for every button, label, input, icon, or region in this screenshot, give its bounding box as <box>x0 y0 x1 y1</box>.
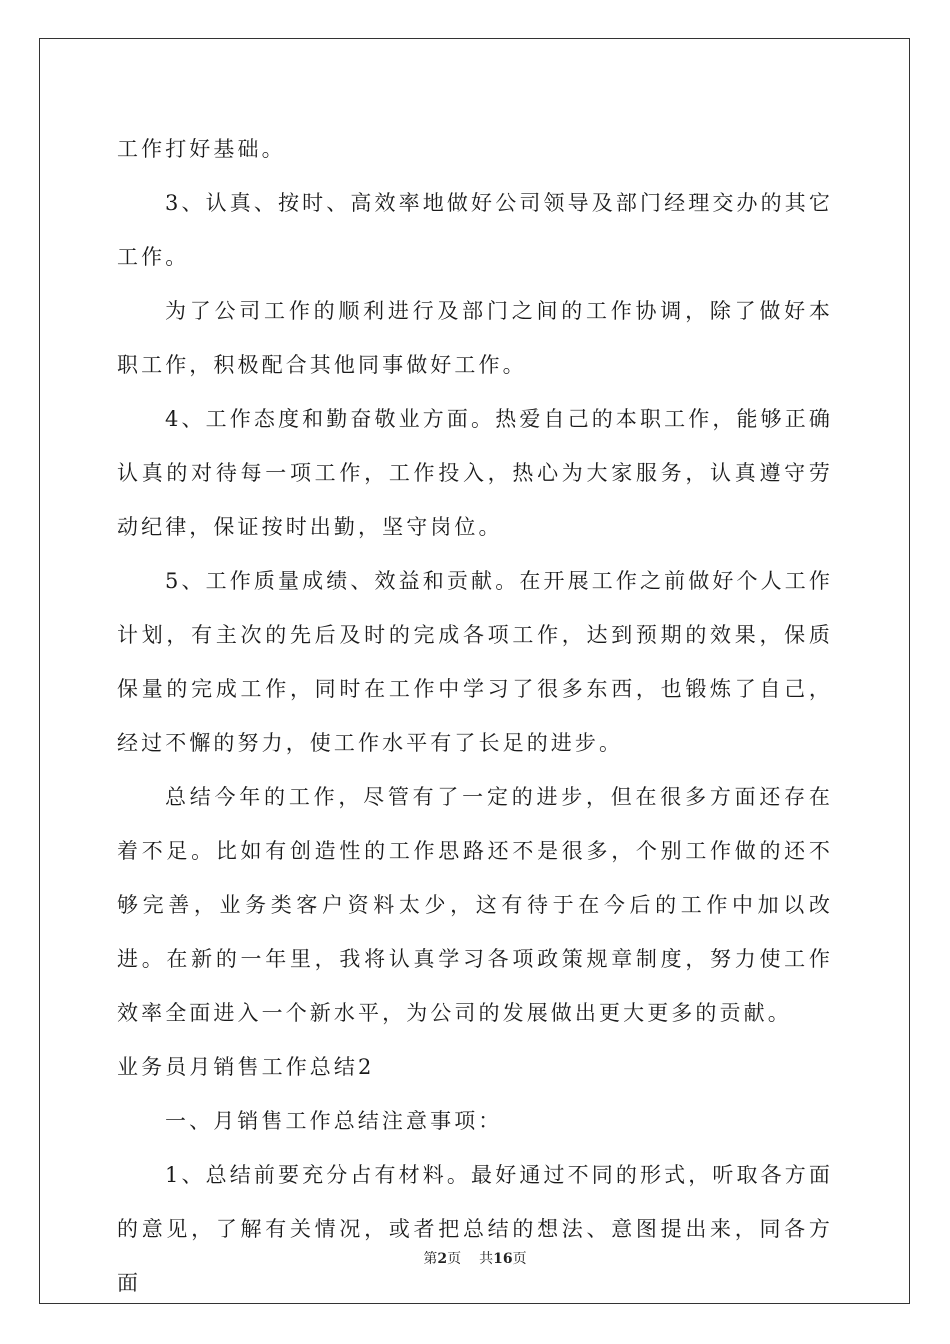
paragraph: 5、工作质量成绩、效益和贡献。在开展工作之前做好个人工作计划，有主次的先后及时的完成各项工作，达到预期的效果，保质保量的完成工作，同时在工作中学习了很多东西，也锻炼了自己，经过不懈的努力，使工作水平有了长足的进步。 <box>117 569 833 755</box>
paragraph: 3、认真、按时、高效率地做好公司领导及部门经理交办的其它工作。 <box>117 191 833 269</box>
paragraph: 4、工作态度和勤奋敬业方面。热爱自己的本职工作，能够正确认真的对待每一项工作，工作投入，热心为大家服务，认真遵守劳动纪律，保证按时出勤，坚守岗位。 <box>117 407 833 539</box>
page-suffix: 页 <box>447 1251 462 1267</box>
paragraph: 1、总结前要充分占有材料。最好通过不同的形式，听取各方面的意见，了解有关情况，或者把总结的想法、意图提出来，同各方面 <box>117 1163 833 1295</box>
paragraph: 为了公司工作的顺利进行及部门之间的工作协调，除了做好本职工作，积极配合其他同事做好工作。 <box>117 299 833 377</box>
page-prefix: 第 <box>423 1251 438 1267</box>
paragraph: 工作打好基础。 <box>117 137 286 161</box>
total-page-count: 16 <box>493 1251 513 1267</box>
paragraph: 一、月销售工作总结注意事项： <box>165 1109 503 1133</box>
total-suffix: 页 <box>512 1251 527 1267</box>
page-footer <box>0 1248 950 1268</box>
total-prefix: 共 <box>479 1251 494 1267</box>
current-page-number: 2 <box>437 1251 448 1267</box>
paragraph: 总结今年的工作，尽管有了一定的进步，但在很多方面还存在着不足。比如有创造性的工作思路还不是很多，个别工作做的还不够完善，业务类客户资料太少，这有待于在今后的工作中加以改进。在新的一年里，我将认真学习各项政策规章制度，努力使工作效率全面进入一个新水平，为公司的发展做出更大更多的贡献。 <box>117 785 833 1025</box>
document-body <box>117 122 833 1310</box>
section-heading: 业务员月销售工作总结2 <box>117 1055 375 1079</box>
